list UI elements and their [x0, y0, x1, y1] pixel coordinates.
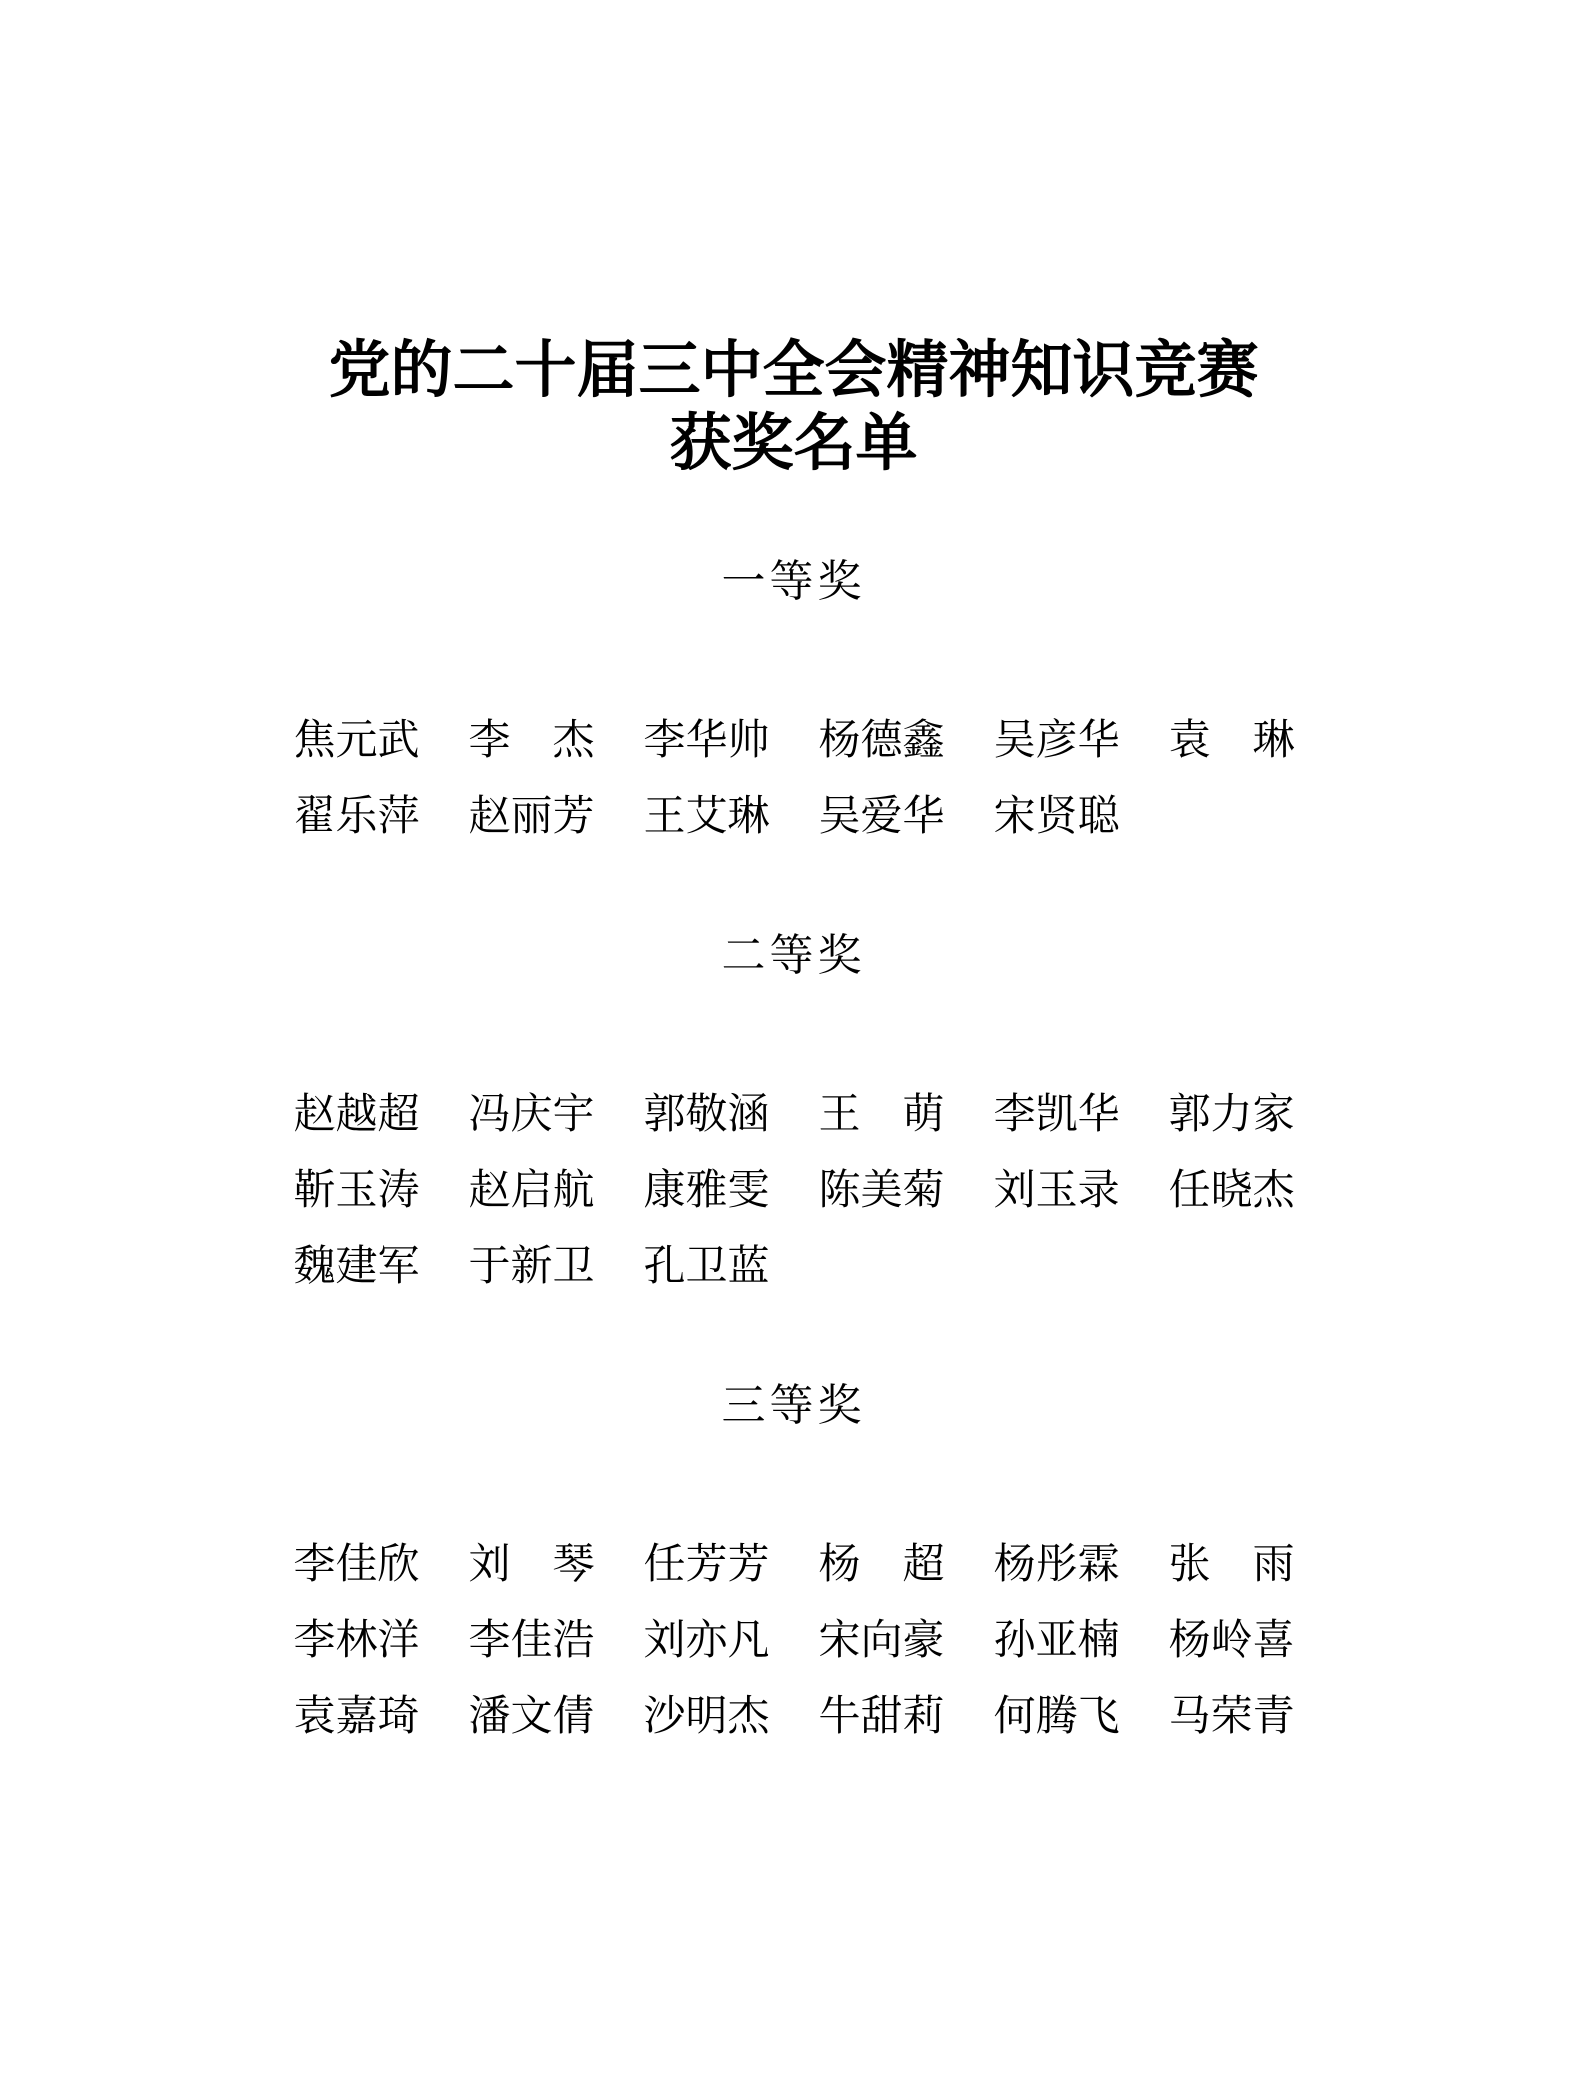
winner-name: 李佳欣 [293, 1542, 420, 1588]
section-heading: 二等奖 [721, 931, 866, 980]
winner-name: 李林洋 [293, 1618, 420, 1664]
name-row [294, 1527, 1294, 1603]
winner-name: 牛甜莉 [818, 1694, 945, 1740]
page-title [244, 335, 1344, 481]
winner-name: 郭力家 [1168, 1092, 1295, 1138]
winner-name: 袁嘉琦 [293, 1694, 420, 1740]
name-row [294, 703, 1294, 779]
winner-name: 李华帅 [643, 718, 770, 764]
winner-name: 何腾飞 [993, 1694, 1120, 1740]
winner-name: 任芳芳 [643, 1542, 770, 1588]
winner-name: 潘文倩 [468, 1694, 595, 1740]
section-heading: 一等奖 [721, 557, 866, 606]
section-heading: 三等奖 [721, 1381, 866, 1430]
page-title-line-1: 党的二十届三中全会精神知识竞赛 [328, 337, 1259, 405]
winner-name: 赵越超 [293, 1092, 420, 1138]
name-row [294, 1077, 1294, 1153]
winner-name: 宋贤聪 [993, 794, 1120, 840]
name-row [294, 1153, 1294, 1229]
winner-name: 袁 琳 [1168, 718, 1295, 764]
winner-name: 杨 超 [818, 1542, 945, 1588]
winner-name: 王艾琳 [643, 794, 770, 840]
winner-name: 翟乐萍 [293, 794, 420, 840]
winner-name: 冯庆宇 [468, 1092, 595, 1138]
winner-name: 魏建军 [293, 1244, 420, 1290]
winner-name: 马荣青 [1168, 1694, 1295, 1740]
award-sections [294, 556, 1294, 1755]
page-title-line-2: 获奖名单 [669, 410, 918, 478]
award-section [294, 930, 1294, 1305]
winner-name: 赵丽芳 [468, 794, 595, 840]
winner-name: 靳玉涛 [293, 1168, 420, 1214]
winner-name: 张 雨 [1168, 1542, 1295, 1588]
award-section [294, 556, 1294, 855]
winner-name: 郭敬涵 [643, 1092, 770, 1138]
award-section [294, 1380, 1294, 1755]
winner-name: 宋向豪 [818, 1618, 945, 1664]
winner-name: 刘亦凡 [643, 1618, 770, 1664]
winner-name: 吴爱华 [818, 794, 945, 840]
winner-name: 孔卫蓝 [643, 1244, 770, 1290]
winner-name: 孙亚楠 [993, 1618, 1120, 1664]
winner-name: 于新卫 [468, 1244, 595, 1290]
name-row [294, 1229, 1294, 1305]
name-row [294, 1679, 1294, 1755]
winner-name: 李佳浩 [468, 1618, 595, 1664]
winner-name: 李凯华 [993, 1092, 1120, 1138]
winner-name: 刘 琴 [468, 1542, 595, 1588]
name-row [294, 779, 1294, 855]
winner-name: 赵启航 [468, 1168, 595, 1214]
winner-name: 李 杰 [468, 718, 595, 764]
winner-name: 王 萌 [818, 1092, 945, 1138]
winner-name: 杨彤霖 [993, 1542, 1120, 1588]
winner-name: 沙明杰 [643, 1694, 770, 1740]
winner-name: 康雅雯 [643, 1168, 770, 1214]
winner-name: 任晓杰 [1168, 1168, 1295, 1214]
name-row [294, 1603, 1294, 1679]
winner-name: 焦元武 [293, 718, 420, 764]
winner-name: 陈美菊 [818, 1168, 945, 1214]
winner-name: 吴彦华 [993, 718, 1120, 764]
winner-name: 杨岭喜 [1168, 1618, 1295, 1664]
winner-name: 杨德鑫 [818, 718, 945, 764]
winner-name: 刘玉录 [993, 1168, 1120, 1214]
